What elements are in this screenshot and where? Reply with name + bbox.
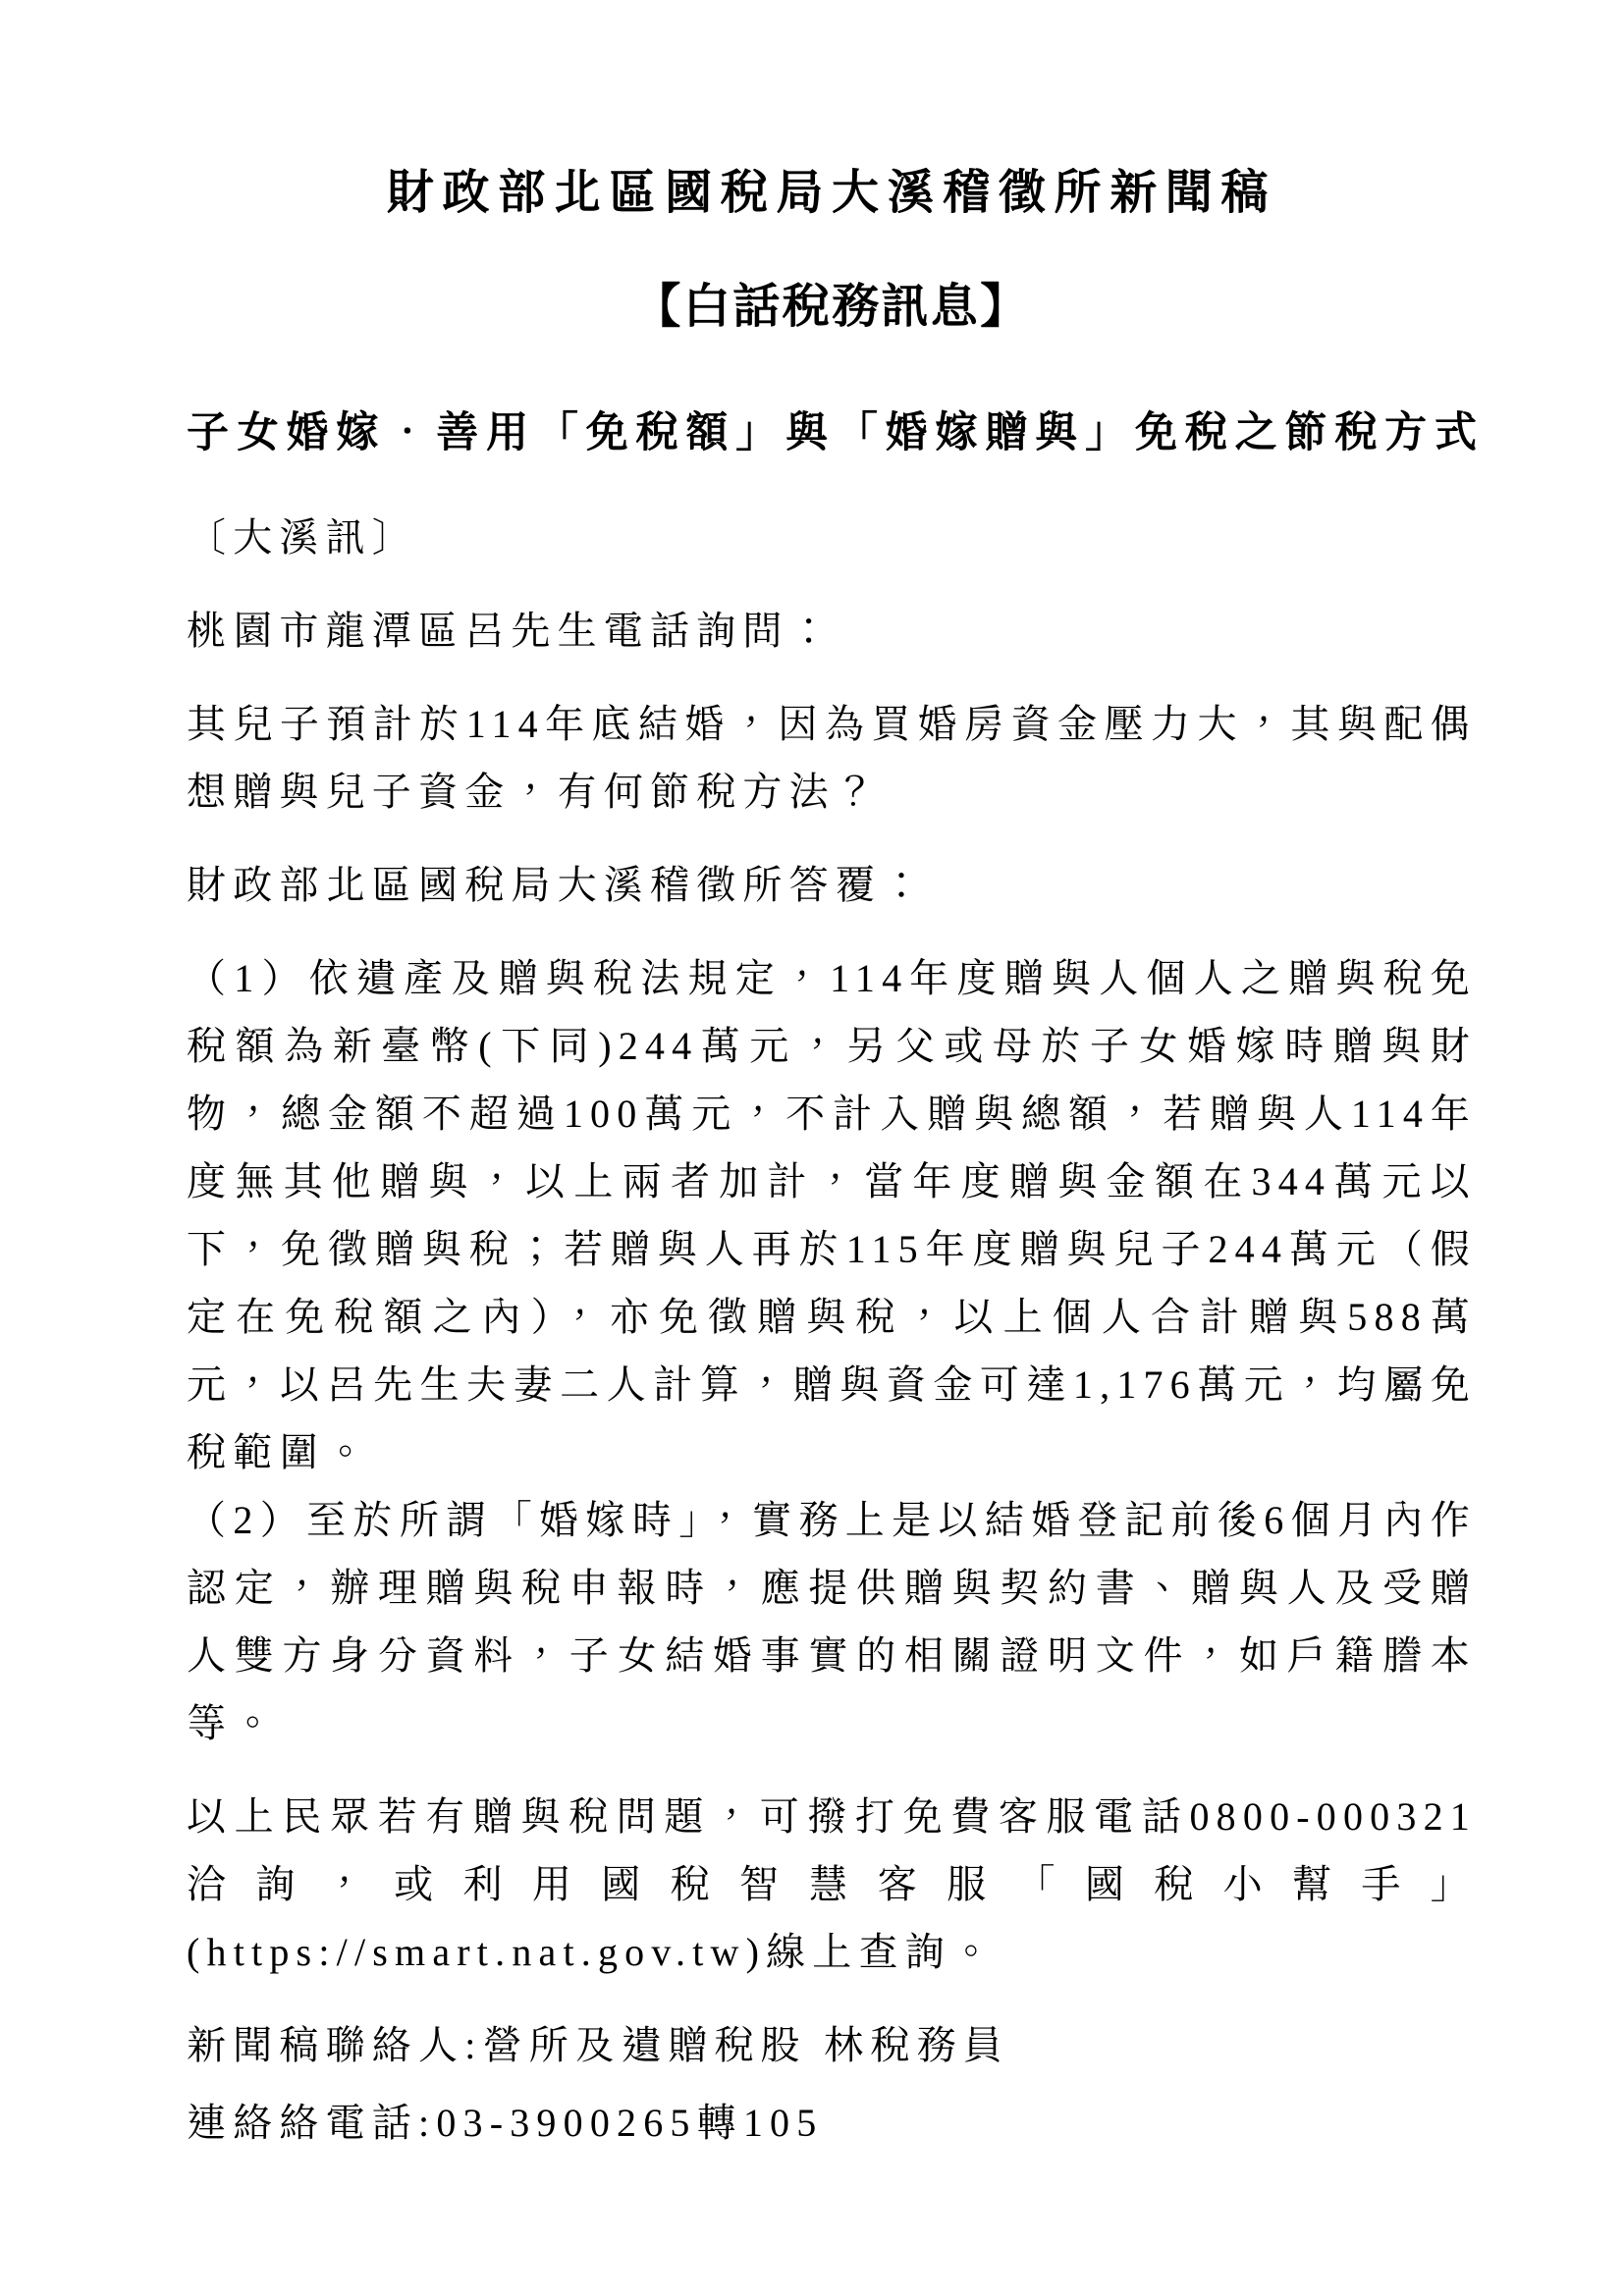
document-body (187, 504, 1477, 2157)
document-title: 財政部北區國稅局大溪稽徵所新聞稿 (386, 167, 1277, 219)
paragraph-answer-point-1: （1）依遺產及贈與稅法規定，114年度贈與人個人之贈與稅免稅額為新臺幣(下同)244萬元，另父或母於子女婚嫁時贈與財物，總金額不超過100萬元，不計入贈與總額，若贈與人114年度無其他贈與，以上兩者加計，當年度贈與金額在344萬元以下，免徵贈與稅；若贈與人再於115年度贈與兒子244萬元（假定在免稅額之內），亦免徵贈與稅，以上個人合計贈與588萬元，以呂先生夫妻二人計算，贈與資金可達1,176萬元，均屬免稅範圍。 (187, 955, 1477, 1474)
paragraph-inquiry-question: 其兒子預計於114年底結婚，因為買婚房資金壓力大，其與配偶想贈與兒子資金，有何節稅方法？ (187, 701, 1477, 814)
paragraph-service-info: 以上民眾若有贈與稅問題，可撥打免費客服電話0800-000321洽詢，或利用國稅智慧客服「國稅小幫手」(https://smart.nat.gov.tw)線上查詢。 (187, 1793, 1477, 1974)
contact-person-line: 新聞稿聯絡人:營所及遺贈稅股 林稅務員 (187, 2022, 1009, 2067)
paragraph-answer-intro: 財政部北區國稅局大溪稽徵所答覆： (187, 862, 929, 907)
dateline: 〔大溪訊〕 (187, 514, 418, 560)
document-subtitle: 【白話稅務訊息】 (633, 280, 1030, 333)
section-heading: 子女婚嫁‧善用「免稅額」與「婚嫁贈與」免稅之節稅方式 (187, 410, 1477, 457)
contact-phone-line: 連絡絡電話:03-3900265轉105 (187, 2100, 824, 2145)
paragraph-answer-point-2: （2）至於所謂「婚嫁時」，實務上是以結婚登記前後6個月內作認定，辦理贈與稅申報時，應提供贈與契約書、贈與人及受贈人雙方身分資料，子女結婚事實的相關證明文件，如戶籍謄本等。 (187, 1497, 1477, 1745)
paragraph-inquiry-intro: 桃園市龍潭區呂先生電話詢問： (187, 608, 836, 653)
